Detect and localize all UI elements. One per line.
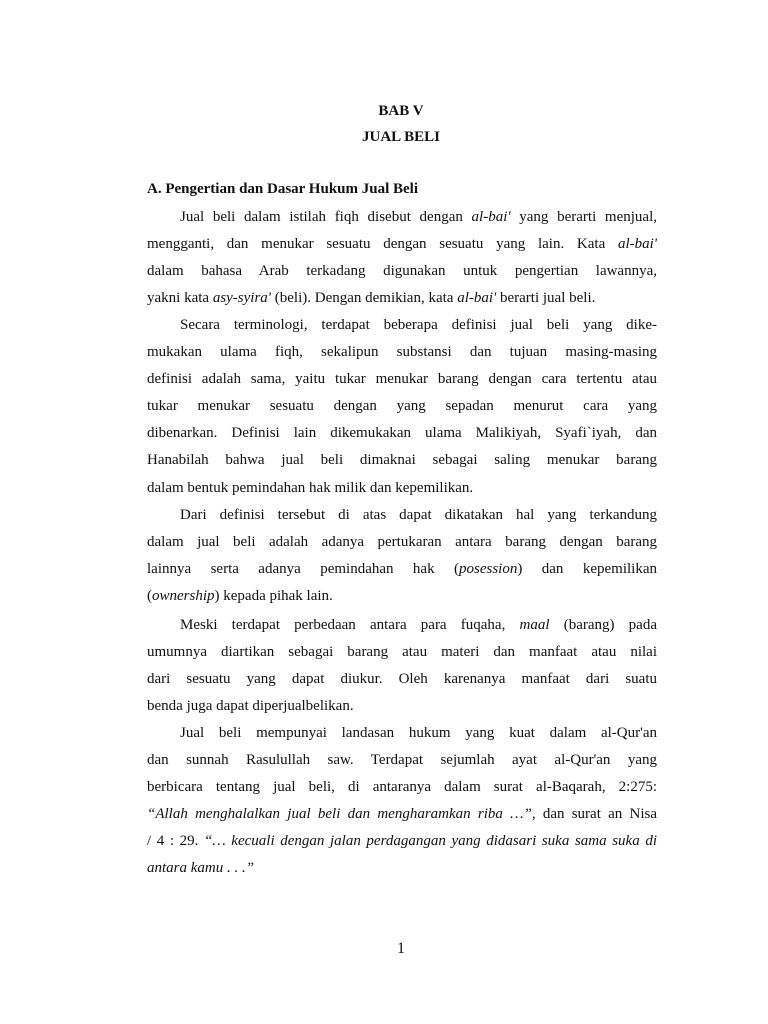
chapter-number: BAB V <box>378 103 424 119</box>
italic-term: posession <box>459 561 518 578</box>
italic-term: al-bai' <box>617 236 657 253</box>
quran-quote: “… kecuali dengan jalan perdagangan yang didasari suka sama suka di <box>204 833 657 850</box>
chapter-title: JUAL BELI <box>362 129 440 145</box>
text-line: Jual beli mempunyai landasan hukum yang kuat dalam al-Qur'an <box>180 725 657 741</box>
text-line: dari sesuatu yang dapat diukur. Oleh karenanya manfaat dari suatu <box>147 671 657 688</box>
text-run: ) kepada pihak lain. <box>214 588 333 605</box>
text-line: benda juga dapat diperjualbelikan. <box>147 698 354 715</box>
italic-term: maal <box>519 617 550 633</box>
text-line <box>147 285 657 312</box>
text-run: berarti jual beli. <box>496 290 596 307</box>
text-line: definisi adalah sama, yaitu tukar menukar barang dengan cara tertentu atau <box>147 371 657 388</box>
text-line: dalam bentuk pemindahan hak milik dan kepemilikan. <box>147 479 474 496</box>
text-run: (beli). Dengan demikian, kata <box>271 290 458 307</box>
text-line: berbicara tentang jual beli, di antaranya dalam surat al-Baqarah, 2:275: <box>147 779 657 796</box>
text-run: ( <box>147 588 152 605</box>
text-run: lainnya serta adanya pemindahan hak ( <box>147 561 460 578</box>
italic-term: ownership <box>152 588 215 605</box>
text-line: mukakan ulama fiqh, sekalipun substansi dan tujuan masing-masing <box>147 344 657 361</box>
text-line <box>147 204 657 231</box>
text-run: / 4 : 29. <box>147 833 205 850</box>
text-line: dibenarkan. Definisi lain dikemukakan ulama Malikiyah, Syafi`iyah, dan <box>147 425 657 442</box>
italic-term: al-bai' <box>471 209 511 225</box>
text-run: (barang) pada <box>549 617 657 633</box>
text-line: dalam bahasa Arab terkadang digunakan untuk pengertian lawannya, <box>147 263 657 280</box>
quran-quote: “Allah menghalalkan jual beli dan mengharamkan riba …” <box>147 806 532 823</box>
text-line <box>147 828 657 855</box>
text-line: Dari definisi tersebut di atas dapat dikatakan hal yang terkandung <box>180 507 657 523</box>
text-line: dan sunnah Rasulullah saw. Terdapat sejumlah ayat al-Qur'an yang <box>147 752 657 769</box>
text-run: yakni kata <box>147 290 213 307</box>
text-line: dalam jual beli adalah adanya pertukaran antara barang dengan barang <box>147 534 657 551</box>
text-line: umumnya diartikan sebagai barang atau materi dan manfaat atau nilai <box>147 644 657 661</box>
page-number: 1 <box>397 940 405 957</box>
text-line <box>147 231 657 258</box>
text-run: Jual beli dalam istilah fiqh disebut dengan <box>180 209 472 225</box>
text-line <box>147 556 657 583</box>
text-line <box>147 612 657 639</box>
italic-term: al-bai' <box>457 290 497 307</box>
text-line <box>147 801 657 828</box>
text-run: ) dan kepemilikan <box>517 561 657 578</box>
text-line <box>147 855 657 882</box>
paragraph-legal-basis <box>147 720 657 883</box>
text-run: , dan surat an Nisa <box>531 806 658 823</box>
text-line: Secara terminologi, terdapat beberapa definisi jual beli yang dike- <box>180 317 657 333</box>
paragraph-terminology <box>147 312 657 502</box>
text-line: Hanabilah bahwa jual beli dimaknai sebagai saling menukar barang <box>147 452 657 469</box>
paragraph-definition-intro <box>147 204 657 312</box>
paragraph-conclusion <box>147 502 657 610</box>
text-run: mengganti, dan menukar sesuatu dengan sesuatu yang lain. Kata <box>147 236 618 253</box>
text-line: tukar menukar sesuatu dengan yang sepadan menurut cara yang <box>147 398 657 415</box>
quran-quote: antara kamu . . .” <box>147 860 255 877</box>
text-line <box>147 583 657 610</box>
text-run: Meski terdapat perbedaan antara para fuqaha, <box>180 617 520 633</box>
text-run: yang berarti menjual, <box>510 209 657 225</box>
paragraph-maal <box>147 612 657 720</box>
italic-term: asy-syira' <box>212 290 272 307</box>
section-heading: A. Pengertian dan Dasar Hukum Jual Beli <box>147 181 419 197</box>
